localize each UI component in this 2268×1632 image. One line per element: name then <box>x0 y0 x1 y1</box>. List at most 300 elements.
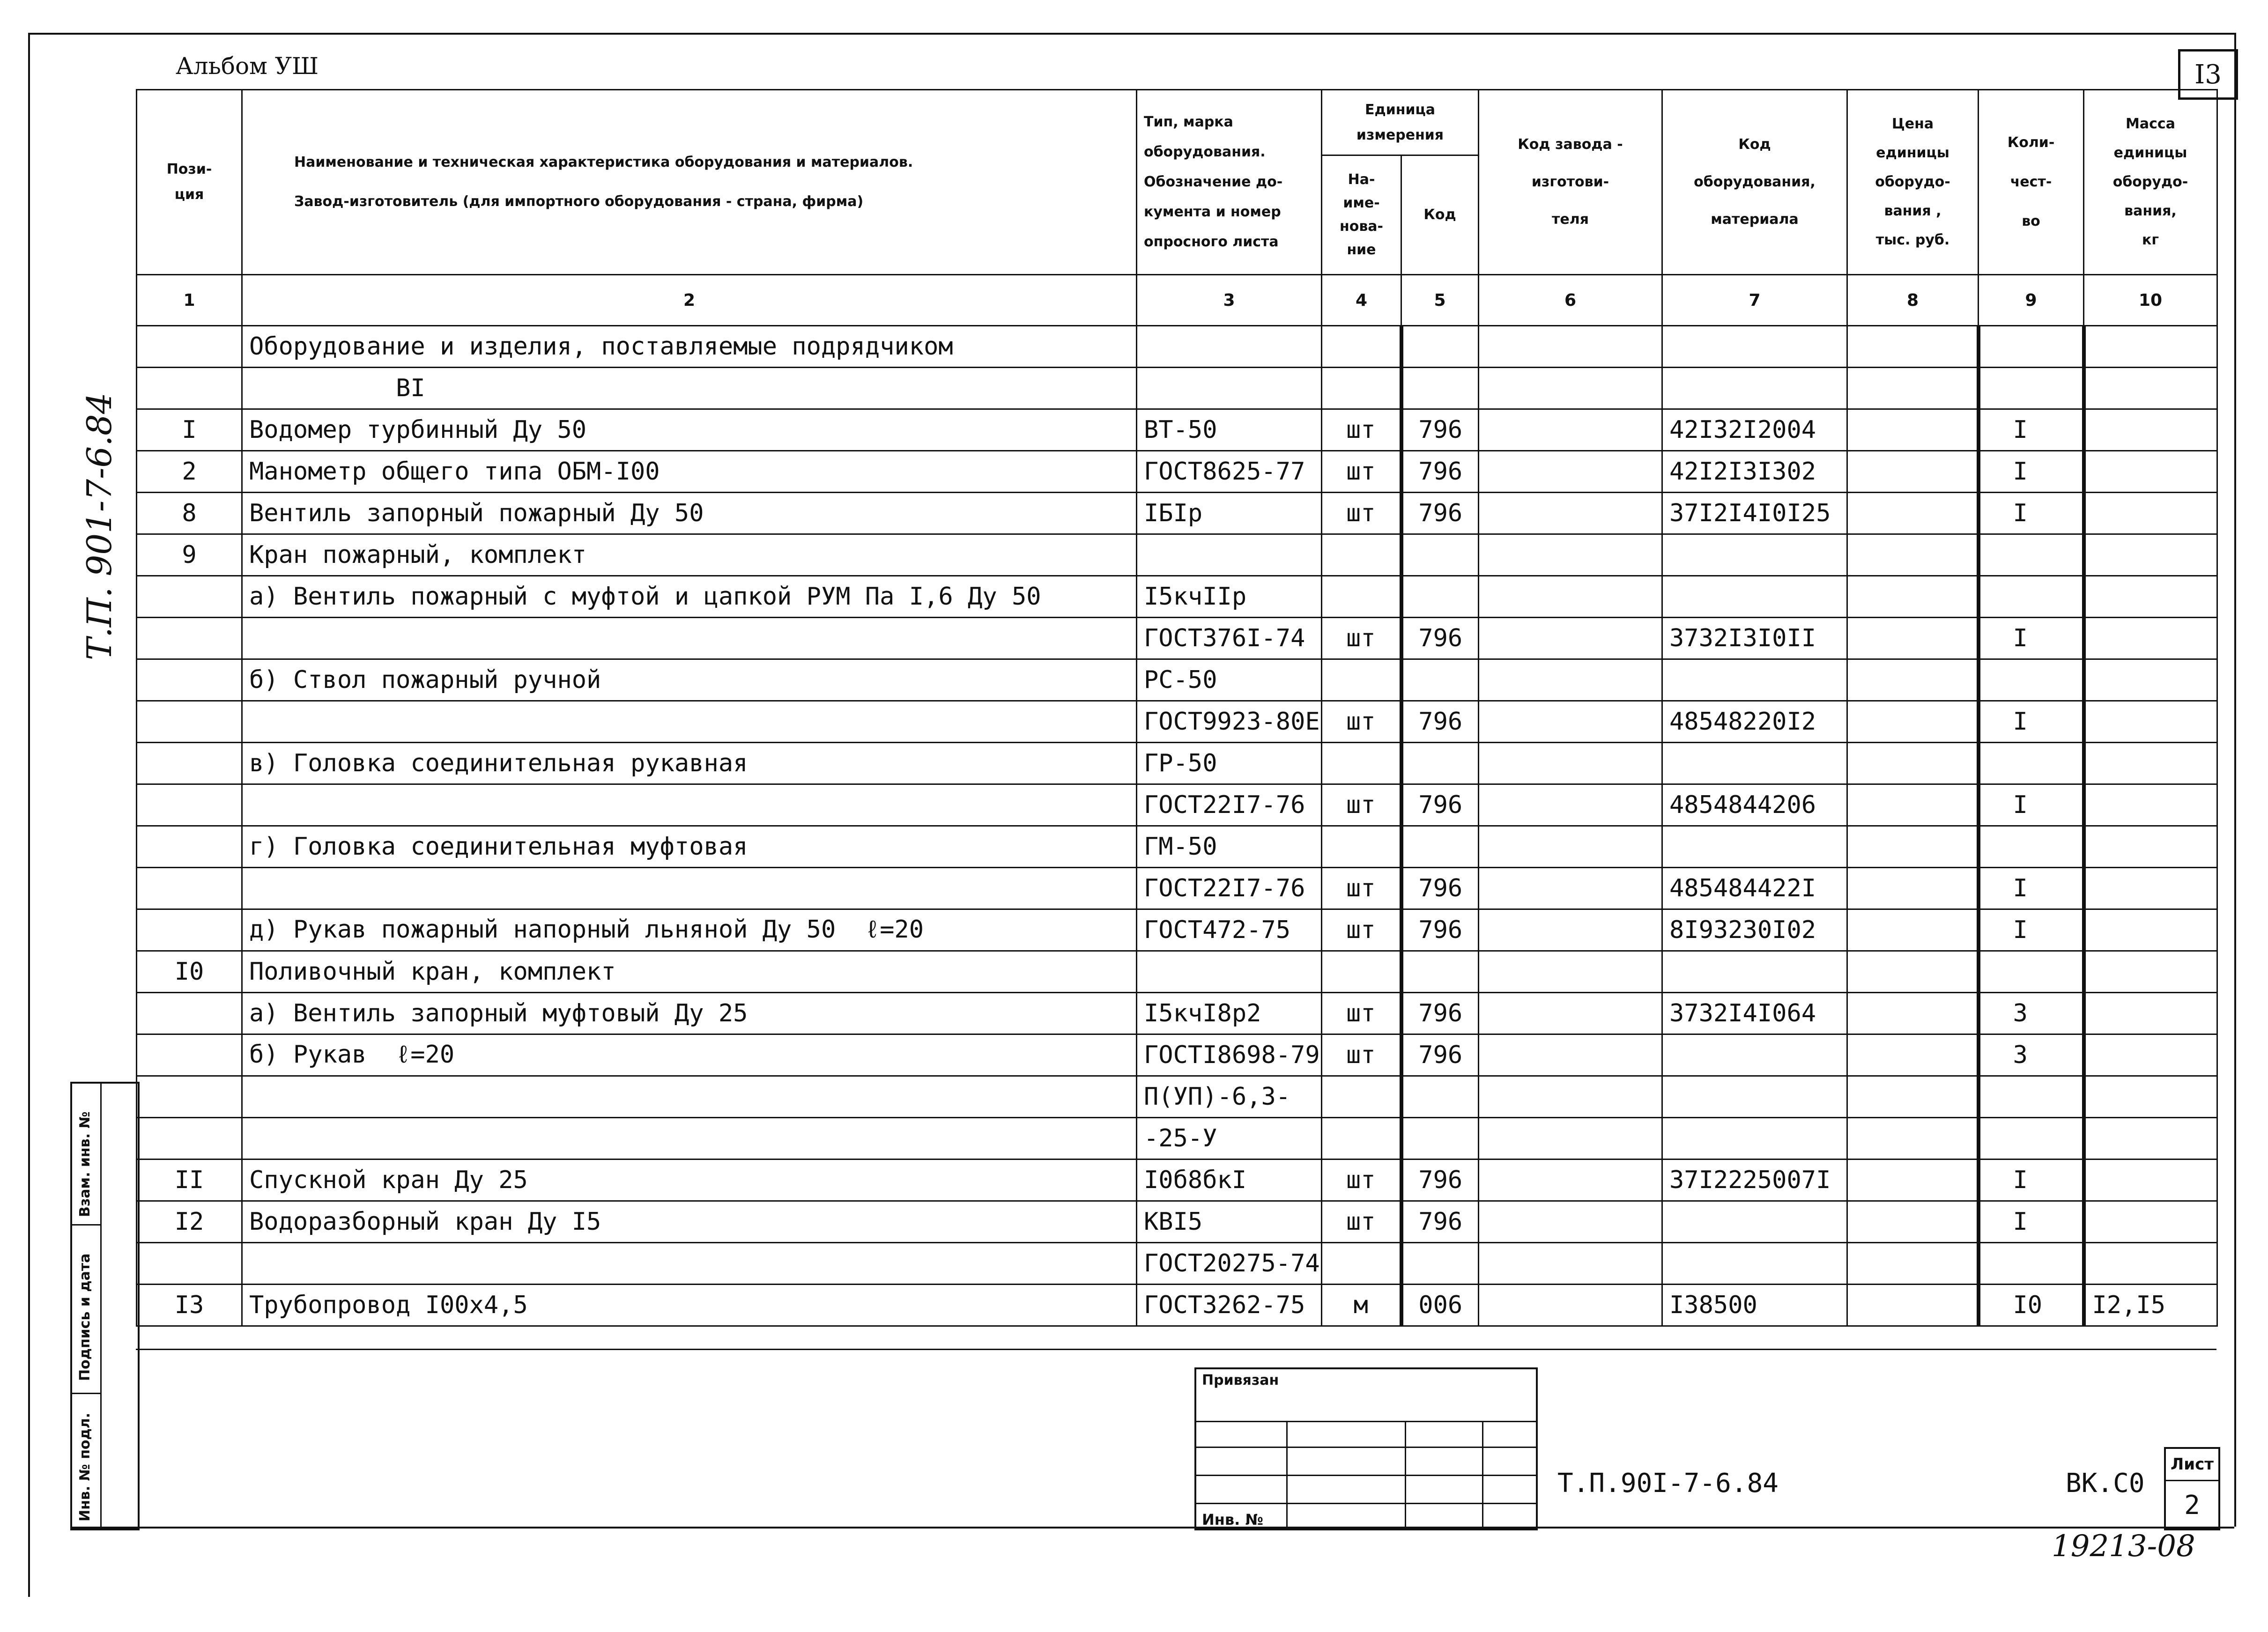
row-material-code: 42I32I2004 <box>1662 409 1847 451</box>
row-quantity <box>1979 743 2084 784</box>
row-price <box>1847 409 1979 451</box>
col-number: 5 <box>1401 275 1479 326</box>
header-row <box>137 90 2217 155</box>
row-material-code: 42I2I3I302 <box>1662 451 1847 493</box>
row-unit-code: 796 <box>1401 868 1479 909</box>
row-type: I5кчI8р2 <box>1137 993 1322 1034</box>
row-plant-code <box>1479 409 1662 451</box>
page-number: I3 <box>2178 49 2238 100</box>
row-price <box>1847 1118 1979 1159</box>
row-position: I2 <box>137 1201 242 1243</box>
row-quantity <box>1979 1076 2084 1118</box>
row-material-code <box>1662 1118 1847 1159</box>
header-type: Тип, марка оборудования. Обозначение до- кумента и номер опросного листа <box>1137 90 1322 275</box>
row-plant-code <box>1479 868 1662 909</box>
row-unit-name: шт <box>1322 868 1401 909</box>
row-plant-code <box>1479 951 1662 993</box>
row-name: Трубопровод I00х4,5 <box>242 1285 1137 1326</box>
row-type: ГОСТ22I7-76 <box>1137 784 1322 826</box>
row-unit-name <box>1322 1118 1401 1159</box>
row-unit-name: шт <box>1322 409 1401 451</box>
row-name <box>242 1118 1137 1159</box>
table-row <box>137 1243 2217 1285</box>
vertical-project-mark: Т.П. 901-7-6.84 <box>80 392 119 660</box>
table-row <box>137 368 2217 409</box>
row-type: РС-50 <box>1137 659 1322 701</box>
row-mass <box>2084 868 2217 909</box>
row-position: I <box>137 409 242 451</box>
row-quantity: 3 <box>1979 993 2084 1034</box>
row-type: ГОСТ376I-74 <box>1137 618 1322 659</box>
row-unit-name: шт <box>1322 784 1401 826</box>
row-name <box>242 784 1137 826</box>
row-position <box>137 1118 242 1159</box>
row-plant-code <box>1479 909 1662 951</box>
row-material-code: 3732I3I0II <box>1662 618 1847 659</box>
row-unit-code: 796 <box>1401 909 1479 951</box>
table-row <box>137 1118 2217 1159</box>
col-number: 9 <box>1979 275 2084 326</box>
row-mass <box>2084 409 2217 451</box>
row-name: Оборудование и изделия, поставляемые подрядчиком <box>242 326 1137 368</box>
row-unit-code <box>1401 1118 1479 1159</box>
row-price <box>1847 826 1979 868</box>
row-price <box>1847 326 1979 368</box>
row-unit-code <box>1401 659 1479 701</box>
row-type <box>1137 368 1322 409</box>
stamp-line <box>1196 1447 1536 1448</box>
row-name <box>242 618 1137 659</box>
row-price <box>1847 1159 1979 1201</box>
row-position: I3 <box>137 1285 242 1326</box>
table-row <box>137 618 2217 659</box>
col-number: 10 <box>2084 275 2217 326</box>
row-type: КВI5 <box>1137 1201 1322 1243</box>
col-number: 6 <box>1479 275 1662 326</box>
row-mass <box>2084 1034 2217 1076</box>
row-mass <box>2084 826 2217 868</box>
row-quantity: I <box>1979 618 2084 659</box>
row-position <box>137 1243 242 1285</box>
row-material-code <box>1662 534 1847 576</box>
row-type: ГР-50 <box>1137 743 1322 784</box>
row-mass <box>2084 368 2217 409</box>
row-position: II <box>137 1159 242 1201</box>
sidebar-divider <box>100 1084 102 1529</box>
header-quantity: Коли- чест- во <box>1979 90 2084 275</box>
row-position <box>137 368 242 409</box>
row-mass <box>2084 618 2217 659</box>
row-name: Кран пожарный, комплект <box>242 534 1137 576</box>
stamp-block <box>1194 1367 1538 1530</box>
row-name: г) Головка соединительная муфтовая <box>242 826 1137 868</box>
table-row <box>137 1201 2217 1243</box>
row-price <box>1847 493 1979 534</box>
sheet-number: 2 <box>2184 1490 2200 1521</box>
row-quantity: I <box>1979 1159 2084 1201</box>
stamp-line <box>1482 1421 1483 1529</box>
row-position <box>137 659 242 701</box>
row-type: ГОСТ20275-74 <box>1137 1243 1322 1285</box>
row-quantity <box>1979 576 2084 618</box>
row-type: I0б8бкI <box>1137 1159 1322 1201</box>
row-material-code <box>1662 1201 1847 1243</box>
row-price <box>1847 659 1979 701</box>
header-plant-code: Код завода - изготови- теля <box>1479 90 1662 275</box>
row-position <box>137 326 242 368</box>
row-unit-name <box>1322 1243 1401 1285</box>
col-number: 2 <box>242 275 1137 326</box>
row-quantity <box>1979 326 2084 368</box>
row-name: Поливочный кран, комплект <box>242 951 1137 993</box>
row-type: BT-50 <box>1137 409 1322 451</box>
row-plant-code <box>1479 368 1662 409</box>
row-material-code <box>1662 951 1847 993</box>
table-row <box>137 451 2217 493</box>
row-unit-code <box>1401 576 1479 618</box>
sheet-label: Лист <box>2166 1449 2218 1481</box>
table-row <box>137 743 2217 784</box>
row-name: BI <box>242 368 1137 409</box>
table-row <box>137 576 2217 618</box>
row-material-code <box>1662 743 1847 784</box>
row-unit-name <box>1322 368 1401 409</box>
sidebar-divider <box>72 1224 100 1226</box>
header-unit-name: На- име- нова- ние <box>1322 155 1401 275</box>
row-unit-name: шт <box>1322 701 1401 743</box>
row-unit-code: 796 <box>1401 409 1479 451</box>
table-row <box>137 409 2217 451</box>
table-row <box>137 701 2217 743</box>
row-material-code: 48548220I2 <box>1662 701 1847 743</box>
row-mass <box>2084 1076 2217 1118</box>
row-position <box>137 826 242 868</box>
table-row <box>137 1076 2217 1118</box>
row-name: Спускной кран Ду 25 <box>242 1159 1137 1201</box>
row-quantity <box>1979 1243 2084 1285</box>
col-number: 8 <box>1847 275 1979 326</box>
row-type: ГМ-50 <box>1137 826 1322 868</box>
table-row <box>137 1034 2217 1076</box>
row-price <box>1847 951 1979 993</box>
stamp-label: Привязан <box>1202 1372 1279 1388</box>
row-quantity: I <box>1979 493 2084 534</box>
row-price <box>1847 701 1979 743</box>
row-price <box>1847 576 1979 618</box>
row-type: П(УП)-6,3- <box>1137 1076 1322 1118</box>
row-mass <box>2084 1201 2217 1243</box>
row-plant-code <box>1479 659 1662 701</box>
row-position: 2 <box>137 451 242 493</box>
row-name <box>242 701 1137 743</box>
row-material-code: 37I2I4I0I25 <box>1662 493 1847 534</box>
row-position <box>137 743 242 784</box>
row-quantity: I <box>1979 409 2084 451</box>
row-type: ГОСТ9923-80Е <box>1137 701 1322 743</box>
row-name: б) Рукав ℓ=20 <box>242 1034 1137 1076</box>
row-material-code: 485484422I <box>1662 868 1847 909</box>
row-name: б) Ствол пожарный ручной <box>242 659 1137 701</box>
row-plant-code <box>1479 701 1662 743</box>
row-quantity: I0 <box>1979 1285 2084 1326</box>
row-price <box>1847 1285 1979 1326</box>
frame-bottom-line <box>70 1527 2234 1529</box>
row-position <box>137 784 242 826</box>
row-mass <box>2084 993 2217 1034</box>
row-price <box>1847 909 1979 951</box>
row-mass <box>2084 451 2217 493</box>
sidebar-original-inv: Инв. № подл. <box>77 1412 93 1521</box>
frame-right-line <box>2234 33 2236 1527</box>
row-mass <box>2084 1159 2217 1201</box>
row-unit-name: шт <box>1322 1159 1401 1201</box>
row-unit-code: 796 <box>1401 993 1479 1034</box>
row-price <box>1847 618 1979 659</box>
row-mass <box>2084 576 2217 618</box>
row-plant-code <box>1479 743 1662 784</box>
row-name: Водоразборный кран Ду I5 <box>242 1201 1137 1243</box>
table-row <box>137 993 2217 1034</box>
sidebar-signature-date: Подпись и дата <box>77 1253 93 1381</box>
sidebar-divider <box>72 1393 100 1394</box>
row-unit-code <box>1401 326 1479 368</box>
row-material-code <box>1662 1076 1847 1118</box>
row-plant-code <box>1479 826 1662 868</box>
frame-left-line <box>28 33 30 1597</box>
row-plant-code <box>1479 534 1662 576</box>
row-material-code <box>1662 326 1847 368</box>
row-quantity <box>1979 368 2084 409</box>
row-material-code <box>1662 576 1847 618</box>
row-material-code <box>1662 368 1847 409</box>
row-unit-name <box>1322 534 1401 576</box>
col-number: 7 <box>1662 275 1847 326</box>
table-row <box>137 1285 2217 1326</box>
row-unit-name <box>1322 576 1401 618</box>
row-plant-code <box>1479 493 1662 534</box>
row-quantity: I <box>1979 909 2084 951</box>
header-price: Цена единицы оборудо- вания , тыс. руб. <box>1847 90 1979 275</box>
row-unit-name <box>1322 826 1401 868</box>
row-price <box>1847 1034 1979 1076</box>
row-position <box>137 993 242 1034</box>
row-position: I0 <box>137 951 242 993</box>
row-name: Вентиль запорный пожарный Ду 50 <box>242 493 1137 534</box>
row-plant-code <box>1479 1159 1662 1201</box>
row-unit-name: шт <box>1322 993 1401 1034</box>
table-row <box>137 659 2217 701</box>
table-row <box>137 493 2217 534</box>
row-price <box>1847 868 1979 909</box>
row-quantity: I <box>1979 701 2084 743</box>
row-mass <box>2084 1243 2217 1285</box>
stamp-inventory-label: Инв. № <box>1202 1511 1263 1529</box>
column-numbers-row <box>137 275 2217 326</box>
row-mass <box>2084 534 2217 576</box>
album-title: Альбом УШ <box>176 52 319 80</box>
header-unit-code: Код <box>1401 155 1479 275</box>
row-material-code: I38500 <box>1662 1285 1847 1326</box>
row-plant-code <box>1479 326 1662 368</box>
row-quantity <box>1979 951 2084 993</box>
row-unit-code: 796 <box>1401 1034 1479 1076</box>
row-position <box>137 701 242 743</box>
row-plant-code <box>1479 993 1662 1034</box>
row-plant-code <box>1479 576 1662 618</box>
row-mass <box>2084 326 2217 368</box>
row-unit-name <box>1322 1076 1401 1118</box>
row-material-code <box>1662 1034 1847 1076</box>
row-quantity: I <box>1979 451 2084 493</box>
table-row <box>137 909 2217 951</box>
row-type <box>1137 951 1322 993</box>
stamp-line <box>1196 1475 1536 1476</box>
row-name: а) Вентиль пожарный с муфтой и цапкой РУМ Па I,6 Ду 50 <box>242 576 1137 618</box>
sidebar-replace-inv: Взам. инв. № <box>77 1111 93 1217</box>
row-material-code <box>1662 826 1847 868</box>
row-price <box>1847 534 1979 576</box>
row-plant-code <box>1479 1034 1662 1076</box>
row-name <box>242 868 1137 909</box>
row-quantity: 3 <box>1979 1034 2084 1076</box>
header-name: Наименование и техническая характеристика оборудования и материалов. Завод-изготовитель (для импортного оборудования - страна, фирма) <box>242 90 1137 275</box>
left-sidebar <box>70 1082 140 1530</box>
archive-number: 19213-08 <box>2052 1529 2195 1564</box>
row-unit-code: 796 <box>1401 618 1479 659</box>
row-quantity <box>1979 659 2084 701</box>
row-unit-code: 796 <box>1401 493 1479 534</box>
row-unit-name: шт <box>1322 618 1401 659</box>
row-mass <box>2084 701 2217 743</box>
table-row <box>137 1159 2217 1201</box>
row-plant-code <box>1479 1285 1662 1326</box>
row-quantity: I <box>1979 784 2084 826</box>
row-name: Водомер турбинный Ду 50 <box>242 409 1137 451</box>
table-row <box>137 868 2217 909</box>
row-type <box>1137 326 1322 368</box>
row-type: ГОСТ8625-77 <box>1137 451 1322 493</box>
row-unit-name <box>1322 743 1401 784</box>
row-unit-name: шт <box>1322 493 1401 534</box>
row-position <box>137 909 242 951</box>
header-unit: Единица измерения <box>1322 90 1479 155</box>
row-price <box>1847 451 1979 493</box>
row-quantity <box>1979 826 2084 868</box>
frame-top-line <box>28 33 2234 35</box>
col-number: 1 <box>137 275 242 326</box>
row-price <box>1847 993 1979 1034</box>
row-unit-name: шт <box>1322 1034 1401 1076</box>
specification-table <box>136 89 2218 1327</box>
row-unit-code <box>1401 1076 1479 1118</box>
stamp-line <box>1196 1421 1536 1422</box>
row-type: I5кчIIр <box>1137 576 1322 618</box>
row-price <box>1847 1243 1979 1285</box>
row-unit-name <box>1322 326 1401 368</box>
table-row <box>137 826 2217 868</box>
row-unit-code <box>1401 368 1479 409</box>
row-price <box>1847 1076 1979 1118</box>
row-plant-code <box>1479 1201 1662 1243</box>
row-material-code: 4854844206 <box>1662 784 1847 826</box>
row-unit-code: 006 <box>1401 1285 1479 1326</box>
row-unit-code: 796 <box>1401 1201 1479 1243</box>
row-type: ГОСТ3262-75 <box>1137 1285 1322 1326</box>
row-name: Манометр общего типа ОБМ-I00 <box>242 451 1137 493</box>
table-row <box>137 784 2217 826</box>
row-position <box>137 618 242 659</box>
row-position <box>137 868 242 909</box>
row-price <box>1847 1201 1979 1243</box>
header-position: Пози- ция <box>137 90 242 275</box>
row-mass <box>2084 743 2217 784</box>
table-row <box>137 326 2217 368</box>
row-unit-name: шт <box>1322 1201 1401 1243</box>
row-type: -25-У <box>1137 1118 1322 1159</box>
row-unit-code <box>1401 1243 1479 1285</box>
row-name <box>242 1076 1137 1118</box>
row-mass <box>2084 909 2217 951</box>
row-position <box>137 1076 242 1118</box>
row-unit-code <box>1401 743 1479 784</box>
col-number: 4 <box>1322 275 1401 326</box>
row-material-code: 8I93230I02 <box>1662 909 1847 951</box>
document-code: Т.П.90I-7-6.84 <box>1557 1468 1779 1499</box>
row-mass <box>2084 1118 2217 1159</box>
row-unit-code: 796 <box>1401 1159 1479 1201</box>
row-mass: I2,I5 <box>2084 1285 2217 1326</box>
row-type: ГОСТ22I7-76 <box>1137 868 1322 909</box>
table-body <box>137 326 2217 1326</box>
row-type <box>1137 534 1322 576</box>
col-number: 3 <box>1137 275 1322 326</box>
row-position <box>137 576 242 618</box>
row-name: д) Рукав пожарный напорный льняной Ду 50 ℓ=20 <box>242 909 1137 951</box>
row-plant-code <box>1479 1118 1662 1159</box>
row-unit-code <box>1401 534 1479 576</box>
row-quantity: I <box>1979 1201 2084 1243</box>
row-mass <box>2084 951 2217 993</box>
stamp-line <box>1196 1503 1536 1504</box>
row-plant-code <box>1479 784 1662 826</box>
row-unit-code <box>1401 951 1479 993</box>
row-unit-name: шт <box>1322 909 1401 951</box>
row-mass <box>2084 493 2217 534</box>
row-unit-name <box>1322 659 1401 701</box>
row-position: 8 <box>137 493 242 534</box>
table-row <box>137 951 2217 993</box>
row-price <box>1847 368 1979 409</box>
row-position: 9 <box>137 534 242 576</box>
row-price <box>1847 743 1979 784</box>
row-mass <box>2084 659 2217 701</box>
row-unit-code <box>1401 826 1479 868</box>
stamp-line <box>1405 1421 1406 1529</box>
table-row <box>137 534 2217 576</box>
row-position <box>137 1034 242 1076</box>
row-material-code <box>1662 659 1847 701</box>
row-type: IБIр <box>1137 493 1322 534</box>
row-name: в) Головка соединительная рукавная <box>242 743 1137 784</box>
row-unit-code: 796 <box>1401 451 1479 493</box>
stamp-line <box>1286 1421 1288 1529</box>
row-quantity: I <box>1979 868 2084 909</box>
row-unit-code: 796 <box>1401 701 1479 743</box>
row-unit-name: м <box>1322 1285 1401 1326</box>
row-price <box>1847 784 1979 826</box>
row-plant-code <box>1479 1076 1662 1118</box>
row-material-code <box>1662 1243 1847 1285</box>
